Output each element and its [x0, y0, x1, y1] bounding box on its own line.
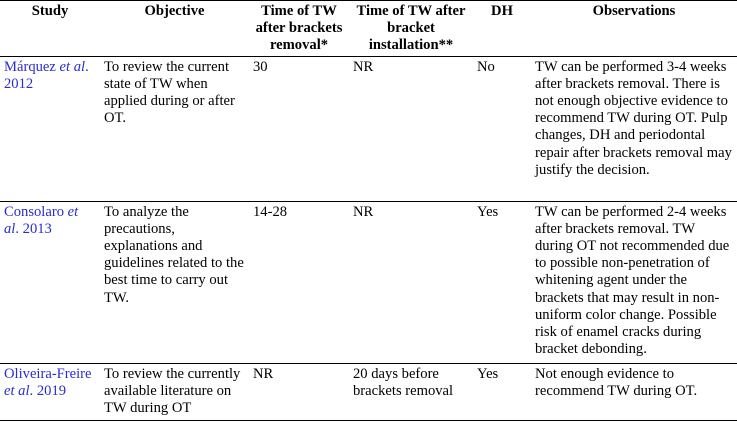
- header-row: [0, 1, 737, 57]
- time-after-removal-cell: NR: [249, 363, 349, 420]
- study-author: Márquez: [4, 58, 56, 75]
- study-year: . 2019: [29, 382, 67, 399]
- study-etal: et al: [4, 382, 30, 399]
- study-cell[interactable]: [0, 201, 100, 363]
- header-time-after-installation: Time of TW after bracket installation**: [349, 1, 473, 57]
- table-row: [0, 363, 737, 420]
- study-author: Oliveira-Freire: [4, 365, 92, 382]
- study-cell[interactable]: [0, 363, 100, 420]
- dh-cell: Yes: [473, 201, 531, 363]
- time-after-installation-cell: NR: [349, 56, 473, 201]
- study-cell[interactable]: [0, 56, 100, 201]
- time-after-installation-cell: NR: [349, 201, 473, 363]
- header-objective: Objective: [100, 1, 249, 57]
- header-dh: DH: [473, 1, 531, 57]
- table-row: [0, 56, 737, 201]
- observations-cell: TW can be performed 3-4 weeks after brackets removal. There is not enough objective evidence to recommend TW during OT. Pulp changes, DH and periodontal repair after brackets removal may justify the decision.: [531, 56, 737, 201]
- time-after-removal-cell: 14-28: [249, 201, 349, 363]
- dh-cell: Yes: [473, 363, 531, 420]
- study-etal: et al: [59, 58, 86, 75]
- header-observations: Observations: [531, 1, 737, 57]
- table-row: [0, 201, 737, 363]
- observations-cell: Not enough evidence to recommend TW during OT.: [531, 363, 737, 420]
- observations-cell: TW can be performed 2-4 weeks after brackets removal. TW during OT not recommended due to possible non-penetration of whitening agent under the brackets that may result in non-uniform color change. Possible risk of enamel cracks during bracket debonding.: [531, 201, 737, 363]
- study-year: . 2013: [15, 220, 52, 237]
- study-author: Consolaro: [4, 203, 64, 220]
- header-time-after-removal: Time of TW after brackets removal*: [249, 1, 349, 57]
- objective-cell: To review the currently available literature on TW during OT: [100, 363, 249, 420]
- time-after-removal-cell: 30: [249, 56, 349, 201]
- study-etal: et al: [4, 203, 79, 237]
- objective-cell: To review the current state of TW when applied during or after OT.: [100, 56, 249, 201]
- objective-cell: To analyze the precautions, explanations and guidelines related to the best time to carry out TW.: [100, 201, 249, 363]
- time-after-installation-cell: 20 days before brackets removal: [349, 363, 473, 420]
- dh-cell: No: [473, 56, 531, 201]
- header-study: Study: [0, 1, 100, 57]
- study-year: . 2012: [4, 58, 89, 92]
